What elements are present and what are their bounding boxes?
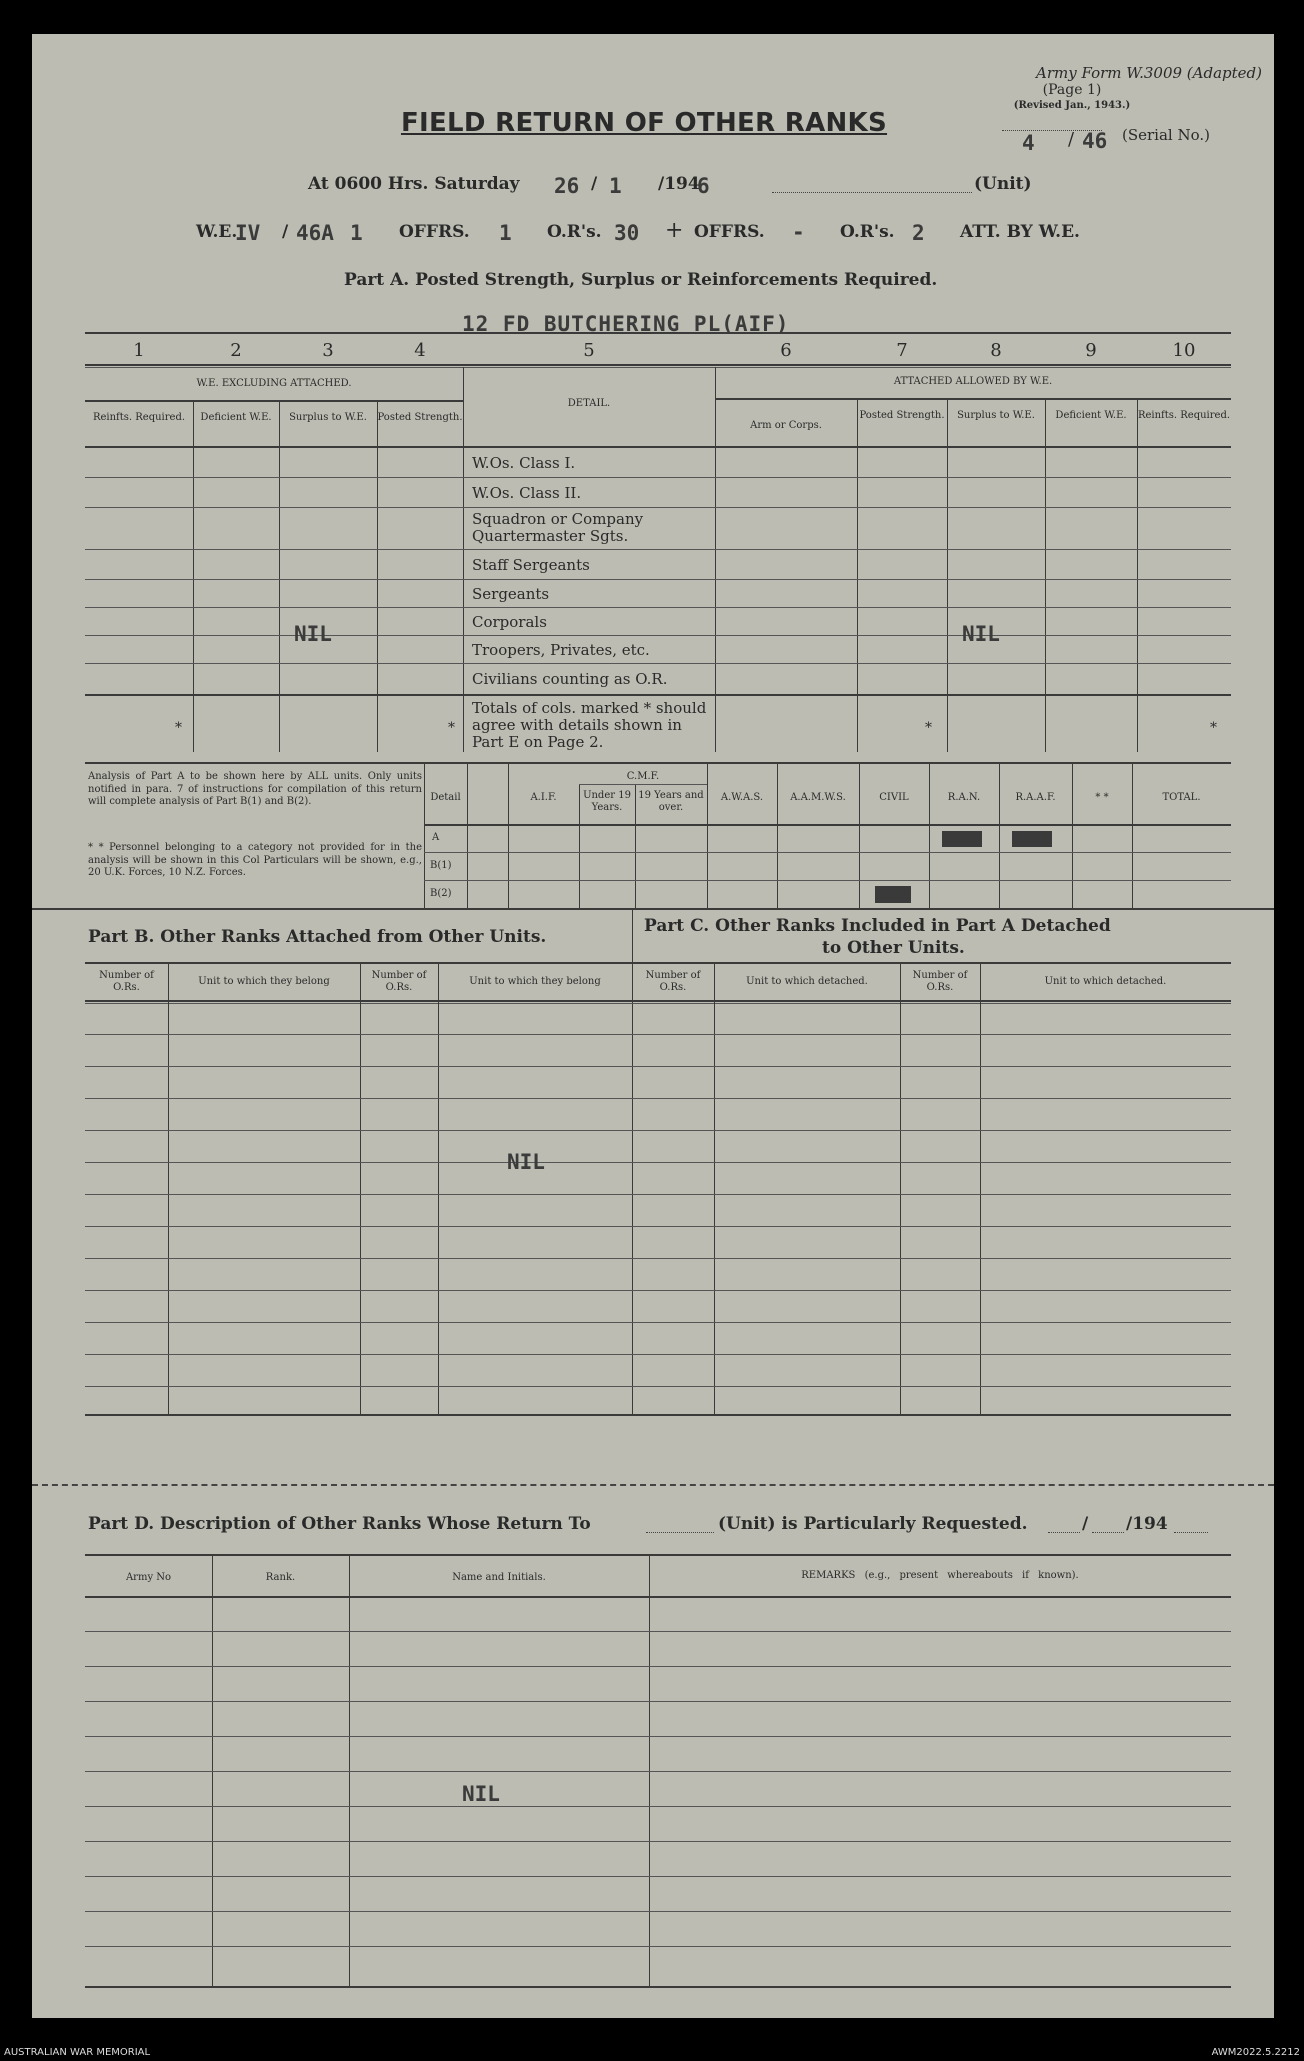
nil-part-d: NIL [462,1782,500,1806]
analysis-detail-head: Detail [430,792,461,803]
part-d-head-rank: Rank. [265,1572,296,1583]
part-c-head-unit-1: Unit to which detached. [746,976,868,987]
analysis-awas: A.W.A.S. [720,792,764,803]
date-day: 26 [554,174,580,198]
form-number: Army Form W.3009 (Adapted) [1036,64,1262,82]
head-posted-left: Posted Strength. [377,412,463,423]
form-page-number: (Page 1) [1042,82,1102,98]
ors-value: 30 [614,221,640,245]
part-c-title-2: to Other Units. [822,938,965,958]
part-b-head-unit-1: Unit to which they belong [198,976,330,987]
analysis-other: * * [1095,792,1109,803]
page-title: FIELD RETURN OF OTHER RANKS [400,108,888,138]
col-number-5: 5 [583,340,595,361]
part-b-head-unit-2: Unit to which they belong [469,976,601,987]
footer-right: AWM2022.5.2212 [1211,2047,1300,2058]
analysis-row-b1: B(1) [430,860,452,871]
analysis-row-a: A [432,832,440,843]
col-number-6: 6 [780,340,792,361]
head-surplus-left: Surplus to W.E. [289,412,367,423]
analysis-total: TOTAL. [1162,792,1201,803]
offrs2-value: - [792,220,805,244]
offrs-label: OFFRS. [399,222,470,242]
unit-name-typed: 12 FD BUTCHERING PL(AIF) [462,312,790,336]
part-c-title: Part C. Other Ranks Included in Part A Detached [644,916,1111,936]
part-d-title-mid: (Unit) is Particularly Requested. [718,1514,1028,1534]
ors-label: O.R's. [547,222,602,242]
part-d-head-army-no: Army No [125,1572,172,1583]
row-staff-sergeants: Staff Sergeants [472,556,590,574]
redaction-civil-b2 [875,886,911,903]
analysis-aif: A.I.F. [530,792,557,803]
serial-year: 46 [1082,129,1108,153]
analysis-note-1: Analysis of Part A to be shown here by ALL units. Only units notified in para. 7 of instructions for compilation of this return will complete analysis of Part B(1) and B(2). [88,771,422,807]
we-label: W.E. [196,222,238,242]
row-wo-class-1: W.Os. Class I. [472,454,576,472]
att-label: ATT. BY W.E. [960,222,1080,242]
form-revision: (Revised Jan., 1943.) [1013,100,1131,111]
analysis-cmf: C.M.F. [626,771,660,782]
analysis-raaf: R.A.A.F. [1015,792,1056,803]
col-number-7: 7 [896,340,908,361]
serial-label: (Serial No.) [1122,126,1210,144]
star-col7: * [925,720,932,736]
row-civilians: Civilians counting as O.R. [472,670,668,688]
row-corporals: Corporals [472,613,547,631]
part-d-title-date: /194 [1126,1514,1168,1534]
analysis-under19: Under 19 Years. [583,790,631,813]
star-col4: * [448,720,455,736]
time-label: At 0600 Hrs. Saturday [308,174,520,194]
we-value-1: IV [235,221,261,245]
serial-number: 4 [1022,131,1035,155]
head-deficient-left: Deficient W.E. [200,412,272,423]
part-c-head-num-2: Number of O.Rs. [912,970,968,993]
row-cqms: Squadron or Company Quartermaster Sgts. [472,510,644,545]
offrs2-label: OFFRS. [694,222,765,242]
analysis-civil: CIVIL [879,792,909,803]
redaction-ran-a [942,831,982,847]
ors2-label: O.R's. [840,222,895,242]
perforation-line [32,1484,1274,1486]
part-a-title: Part A. Posted Strength, Surplus or Reinforcements Required. [344,270,938,290]
plus-sign: + [665,218,684,243]
part-d-head-name: Name and Initials. [452,1572,546,1583]
date-month: 1 [609,174,622,198]
col-number-2: 2 [230,340,242,361]
left-group-header: W.E. EXCLUDING ATTACHED. [196,378,352,389]
analysis-note-2: * * Personnel belonging to a category not provided for in the analysis will be shown in this Col Particulars will be shown, e.g., 20 U.K. Forces, 10 N.Z. Forces. [88,842,422,878]
col-number-3: 3 [322,340,334,361]
right-group-header: ATTACHED ALLOWED BY W.E. [893,376,1053,387]
head-reinfts-left: Reinfts. Required. [92,412,186,423]
form-page: Army Form W.3009 (Adapted) (Page 1) (Revised Jan., 1943.) 4 / 46 (Serial No.) FIELD RETURN OF OTHER RANKS At 0600 Hrs. Saturday 26 / 1 /194 6 (Unit) W.E. IV / 46A 1 OFFRS. 1 O.R's. 30 + OFFRS. - O.R's. 2 ATT. BY W.E. Part A. Posted Strength, Surplus or Reinforcements Required. 12 FD BUTCHERING PL(AIF) 1 2 3 4 5 6 7 8 9 10 W.E. EXCLUDING ATTACHED. ATTACHED ALLOWED BY W.E. DETAIL. Reinfts. Required. Deficient W.E. Surplus to W.E. Posted Strength. Arm or Corps. Posted Strength. Surplus to W.E. Deficient W.E. Reinfts. Required. W.Os. Class I. W.Os. Class II. Squadron or Company Quartermaster Sgts. Staff Sergeants Sergeants Corporals Troopers, Privates, etc. Civilians counting as O.R. Totals of cols. marked * should agree with details shown in Part E on Page 2. * * * * NIL NIL Analysis of Part A to be shown here by ALL units. Only units notified in para. 7 of instructions for compilation of this return will complete analysis of Part B(1) and B(2). * * Personnel belonging to a category not provided for in the analysis will be shown in this Col Particulars will be shown, e.g., 20 U.K. Forces, 10 N.Z. Forces. Detail A.I.F. C.M.F. Under 19 Years. 19 Years and over. A.W.A.S. A.A.M.W.S. CIVIL R.A.N. R.A.A.F. * * TOTAL. A B(1) B(2) Part B. Other Ranks Attached from Other Units. Part C. Other Ranks Included in Part A Detached to Other Units. Number of O.Rs. Unit to which they belong Number of O.Rs. Unit to which they belong Number of O.Rs. Unit to which detached. Number of O.Rs. Unit to which detached. NIL Part D. Description of Other Ranks Whose Return To (Unit) is Particularly Requested. / /194 Army No Rank. Name and Initials. REMARKS (e.g., present whereabouts if known). NIL [32,34,1274,2018]
head-deficient-right: Deficient W.E. [1055,410,1127,421]
col-number-1: 1 [133,340,145,361]
analysis-ran: R.A.N. [947,792,981,803]
nil-part-b: NIL [507,1150,545,1174]
part-c-head-unit-2: Unit to which detached. [1044,976,1167,987]
head-surplus-right: Surplus to W.E. [957,410,1035,421]
we-value-2: 46A [296,221,334,245]
col-number-10: 10 [1172,340,1196,361]
serial-separator: / [1068,129,1075,150]
head-arm-corps: Arm or Corps. [750,420,822,431]
unit-label: (Unit) [974,174,1032,194]
date-year-digit: 6 [697,174,710,198]
redaction-raaf-a [1012,831,1052,847]
nil-part-a-right: NIL [962,622,1000,646]
analysis-row-b2: B(2) [430,888,452,899]
row-wo-class-2: W.Os. Class II. [472,484,582,502]
we-value-3: 1 [350,221,363,245]
analysis-aamws: A.A.M.W.S. [790,792,846,803]
col-number-9: 9 [1085,340,1097,361]
row-sergeants: Sergeants [472,585,550,603]
part-b-head-num-1: Number of O.Rs. [99,970,154,993]
row-totals: Totals of cols. marked * should agree with details shown in Part E on Page 2. [472,699,707,751]
star-col10: * [1210,720,1217,736]
date-year-prefix: /194 [658,174,700,194]
col-number-4: 4 [414,340,426,361]
col-number-8: 8 [990,340,1002,361]
nil-part-a-left: NIL [294,622,332,646]
ors2-value: 2 [912,221,925,245]
head-posted-right: Posted Strength. [859,410,945,421]
head-reinfts-right: Reinfts. Required. [1137,410,1231,421]
detail-header: DETAIL. [567,398,611,409]
analysis-over19: 19 Years and over. [638,790,704,813]
part-b-title: Part B. Other Ranks Attached from Other Units. [88,927,547,947]
star-col1: * [175,720,182,736]
unit-field[interactable] [772,192,972,193]
part-d-head-remarks: REMARKS (e.g., present whereabouts if known). [801,1570,1079,1581]
part-d-title: Part D. Description of Other Ranks Whose Return To [88,1514,591,1534]
footer-left: AUSTRALIAN WAR MEMORIAL [4,2047,151,2058]
row-troopers: Troopers, Privates, etc. [472,641,650,659]
offrs-value: 1 [499,221,512,245]
part-c-head-num-1: Number of O.Rs. [645,970,701,993]
part-b-head-num-2: Number of O.Rs. [371,970,427,993]
part-d-unit-field[interactable] [646,1532,714,1533]
